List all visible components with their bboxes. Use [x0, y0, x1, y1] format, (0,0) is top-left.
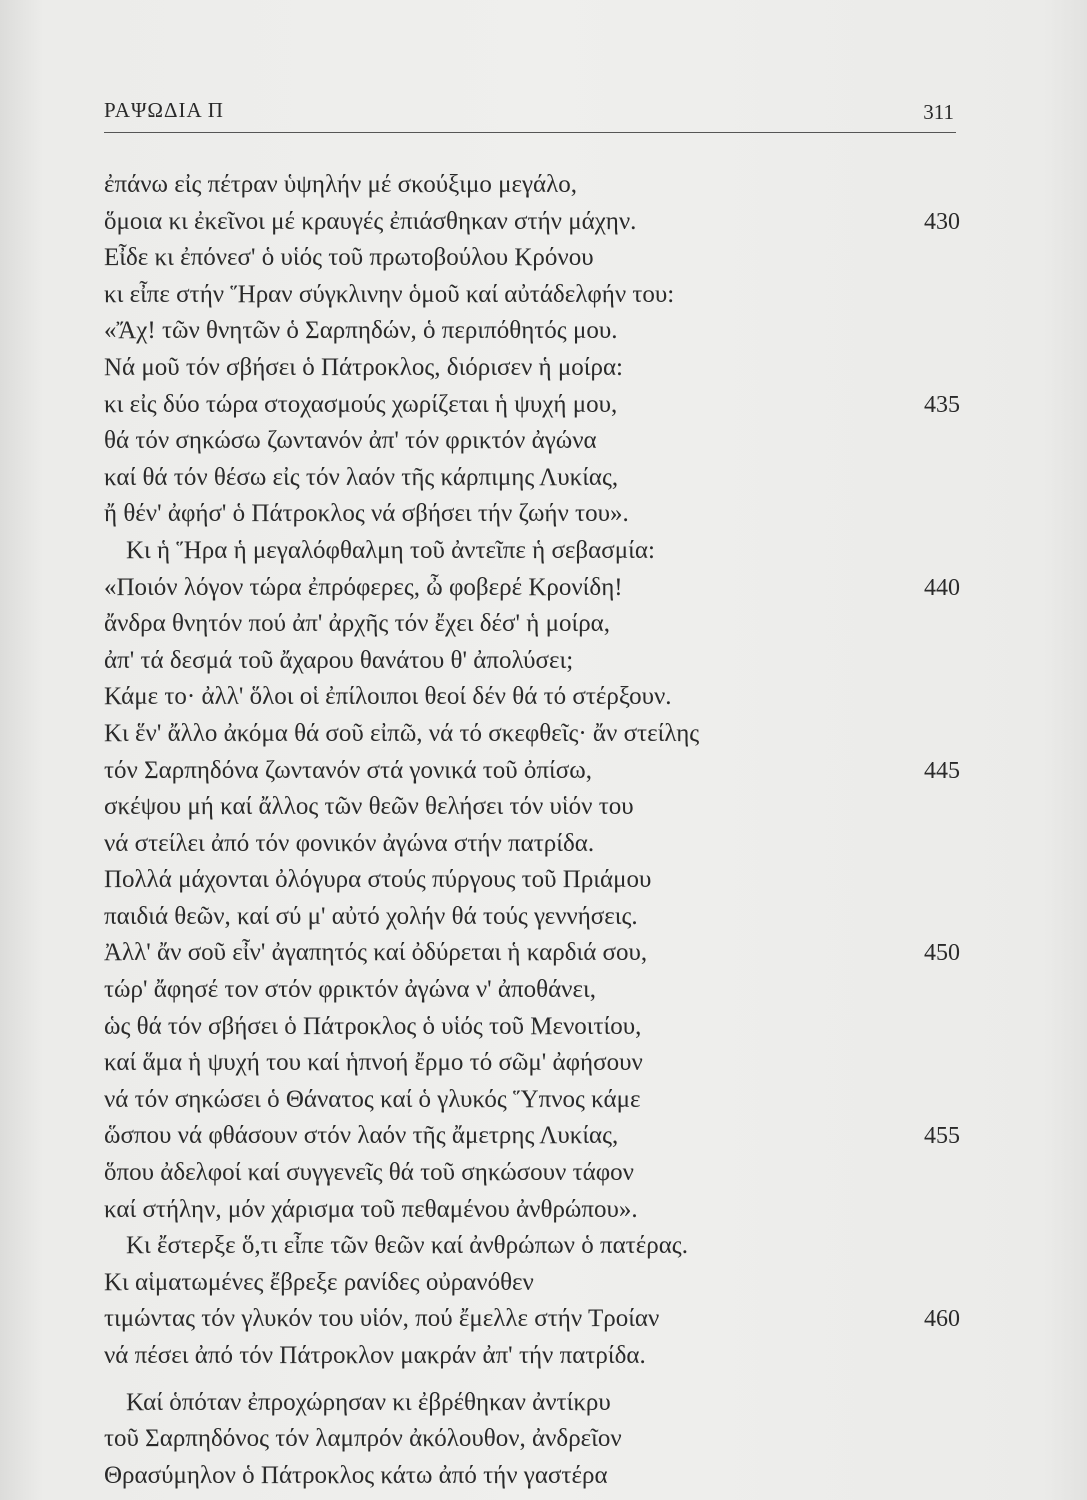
- verse-text: νά στείλει ἀπό τόν φονικόν ἀγώνα στήν πατρίδα.: [104, 829, 595, 857]
- verse-line: [104, 679, 960, 716]
- verse-line: [104, 899, 960, 936]
- verse-line: [104, 570, 960, 607]
- verse-line: [104, 789, 960, 826]
- verse-text: ὅμοια κι ἐκεῖνοι μέ κραυγές ἐπιάσθηκαν στήν μάχην.: [104, 207, 637, 235]
- page-header: [104, 98, 956, 133]
- verse-line: [104, 1082, 960, 1119]
- verse-line: [104, 1458, 960, 1495]
- verse-text: ἤ θέν' ἀφήσ' ὁ Πάτροκλος νά σβήσει τήν ζωήν του».: [104, 500, 629, 528]
- verse-line: [104, 313, 960, 350]
- verse-line: [104, 753, 960, 790]
- line-number: 440: [924, 574, 960, 601]
- verse-line: [104, 606, 960, 643]
- verse-text: Κι ἕν' ἄλλο ἀκόμα θά σοῦ εἰπῶ, νά τό σκεφθεῖς· ἄν στείλης: [104, 719, 700, 747]
- verse-text: Νά μοῦ τόν σβήσει ὁ Πάτροκλος, διόρισεν ἡ μοίρα:: [104, 353, 624, 381]
- verse-text: νά πέσει ἀπό τόν Πάτροκλον μακράν ἀπ' τήν πατρίδα.: [104, 1342, 646, 1369]
- verse-text: τιμώντας τόν γλυκόν του υἱόν, πού ἔμελλε στήν Τροίαν: [104, 1305, 660, 1333]
- verse-text: θά τόν σηκώσω ζωντανόν ἀπ' τόν φρικτόν ἀγώνα: [104, 427, 597, 455]
- verse-text: κι εἰς δύο τώρα στοχασμούς χωρίζεται ἡ ψυχή μου,: [104, 390, 618, 418]
- verse-text: Ἀλλ' ἄν σοῦ εἶν' ἀγαπητός καί ὀδύρεται ἡ καρδιά σου,: [104, 939, 648, 967]
- verse-line: [104, 1118, 960, 1155]
- verse-text: ὥσπου νά φθάσουν στόν λαόν τῆς ἄμετρης Λυκίας,: [104, 1122, 619, 1150]
- verse-text: «Ποιόν λόγον τώρα ἐπρόφερες, ὦ φοβερέ Κρονίδη!: [104, 573, 623, 601]
- verse-text: ἄνδρα θνητόν πού ἀπ' ἀρχῆς τόν ἔχει δέσ' ἡ μοίρα,: [104, 610, 611, 638]
- verse-line: [104, 387, 960, 424]
- verse-text: καί στήλην, μόν χάρισμα τοῦ πεθαμένου ἀνθρώπου».: [104, 1195, 638, 1223]
- verse-text: τώρ' ἄφησέ τον στόν φρικτόν ἀγώνα ν' ἀποθάνει,: [104, 976, 596, 1004]
- verse-text: νά τόν σηκώσει ὁ Θάνατος καί ὁ γλυκός Ὕπνος κάμε: [104, 1085, 641, 1113]
- verse-text: τόν Σαρπηδόνα ζωντανόν στά γονικά τοῦ ὀπίσω,: [104, 756, 592, 784]
- running-head: ΡΑΨΩΔΙΑ Π: [104, 98, 224, 122]
- verse-line: [104, 716, 960, 753]
- verse-line: [104, 935, 960, 972]
- verse-text: «Ἄχ! τῶν θνητῶν ὁ Σαρπηδών, ὁ περιπόθητός μου.: [104, 317, 618, 345]
- verse-block: [104, 167, 960, 1494]
- verse-text: ἀπ' τά δεσμά τοῦ ἄχαρου θανάτου θ' ἀπολύσει;: [104, 646, 574, 674]
- verse-line: [104, 533, 960, 570]
- verse-line: [104, 1385, 960, 1422]
- verse-line: [104, 1155, 960, 1192]
- line-number: 455: [924, 1123, 960, 1150]
- verse-line: [104, 1192, 960, 1229]
- verse-text: Καί ὁπόταν ἐπροχώρησαν κι ἐβρέθηκαν ἀντίκρυ: [126, 1388, 611, 1416]
- verse-text: Κι ἡ Ἥρα ἡ μεγαλόφθαλμη τοῦ ἀντεῖπε ἡ σεβασμία:: [126, 536, 655, 564]
- page-number: 311: [923, 100, 954, 124]
- verse-text: Κι αἱματωμένες ἔβρεξε ρανίδες οὐρανόθεν: [104, 1268, 534, 1296]
- verse-line: [104, 496, 960, 533]
- line-number: 445: [924, 757, 960, 784]
- verse-line: [104, 204, 960, 241]
- verse-text: κι εἶπε στήν Ἥραν σύγκλινην ὁμοῦ καί αὐτάδελφήν του:: [104, 280, 675, 308]
- verse-text: Πολλά μάχονται ὀλόγυρα στούς πύργους τοῦ Πριάμου: [104, 866, 652, 894]
- verse-line: [104, 643, 960, 680]
- verse-line: [104, 1421, 960, 1458]
- verse-text: καί θά τόν θέσω εἰς τόν λαόν τῆς κάρπιμης Λυκίας,: [104, 463, 619, 491]
- verse-line: [104, 167, 960, 204]
- line-number: 430: [924, 208, 960, 235]
- verse-line: [104, 972, 960, 1009]
- verse-line: [104, 277, 960, 314]
- verse-line: [104, 1265, 960, 1302]
- verse-text: τοῦ Σαρπηδόνος τόν λαμπρόν ἀκόλουθον, ἀνδρεῖον: [104, 1425, 622, 1453]
- line-number: 435: [924, 391, 960, 418]
- verse-text: παιδιά θεῶν, καί σύ μ' αὐτό χολήν θά τούς γεννήσεις.: [104, 902, 638, 930]
- verse-line: [104, 862, 960, 899]
- verse-line: [104, 460, 960, 497]
- verse-text: Κι ἔστερξε ὅ,τι εἶπε τῶν θεῶν καί ἀνθρώπων ὁ πατέρας.: [126, 1232, 688, 1260]
- verse-text: καί ἅμα ἡ ψυχή του καί ἡπνοή ἔρμο τό σῶμ' ἀφήσουν: [104, 1049, 643, 1077]
- line-number: 450: [924, 940, 960, 967]
- verse-text: ὡς θά τόν σβήσει ὁ Πάτροκλος ὁ υἱός τοῦ Μενοιτίου,: [104, 1012, 642, 1040]
- verse-text: ἐπάνω εἰς πέτραν ὑψηλήν μέ σκούξιμο μεγάλο,: [104, 171, 578, 198]
- verse-line: [104, 1338, 960, 1375]
- verse-line: [104, 1045, 960, 1082]
- verse-line: [104, 826, 960, 863]
- verse-line: [104, 240, 960, 277]
- verse-line: [104, 350, 960, 387]
- verse-line: [104, 1301, 960, 1338]
- verse-text: σκέψου μή καί ἄλλος τῶν θεῶν θελήσει τόν υἱόν του: [104, 793, 634, 821]
- verse-line: [104, 1228, 960, 1265]
- verse-text: Κάμε το· ἀλλ' ὅλοι οἱ ἐπίλοιποι θεοί δέν θά τό στέρξουν.: [104, 683, 672, 711]
- verse-text: Εἶδε κι ἐπόνεσ' ὁ υἱός τοῦ πρωτοβούλου Κρόνου: [104, 244, 594, 272]
- verse-text: ὅπου ἀδελφοί καί συγγενεῖς θά τοῦ σηκώσουν τάφον: [104, 1159, 634, 1187]
- verse-text: Θρασύμηλον ὁ Πάτροκλος κάτω ἀπό τήν γαστέρα: [104, 1461, 608, 1489]
- verse-line: [104, 1009, 960, 1046]
- line-number: 460: [924, 1306, 960, 1333]
- verse-line: [104, 423, 960, 460]
